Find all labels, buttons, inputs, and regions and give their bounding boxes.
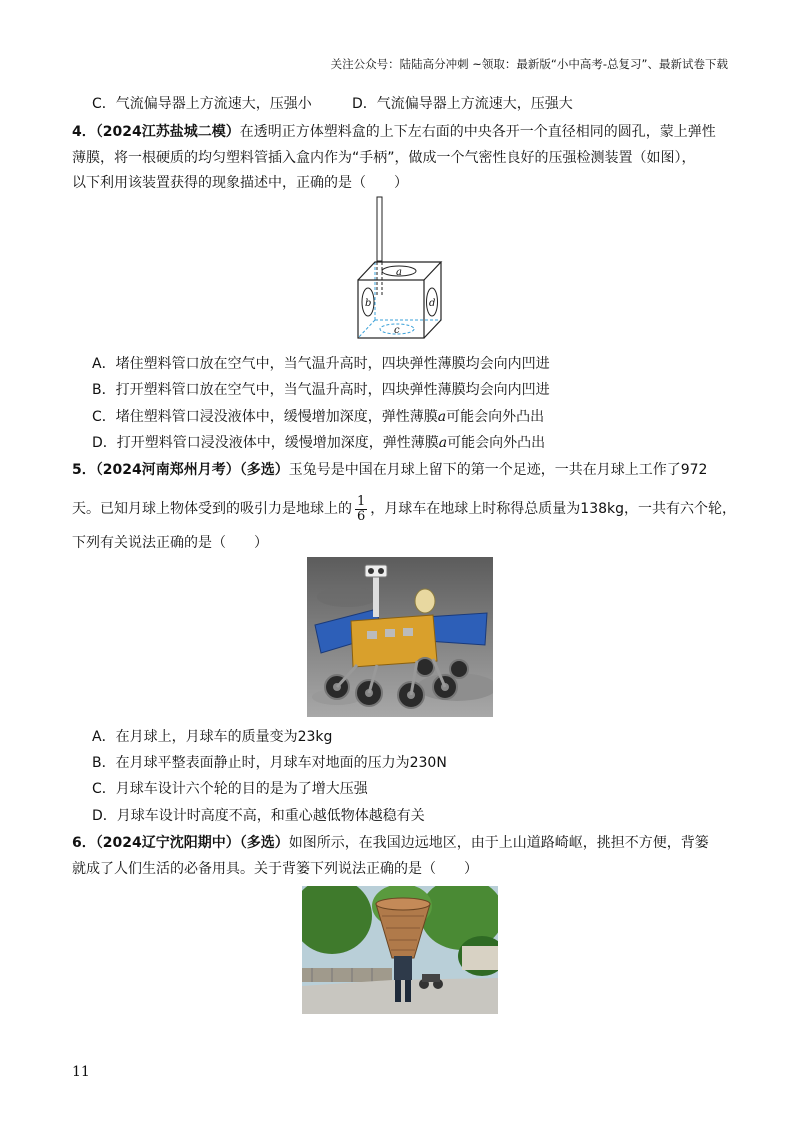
fraction-one-sixth: $\frac{1}{6}$: [357, 493, 366, 524]
q6-source: （2024辽宁沈阳期中）（多选）: [95, 835, 289, 851]
q5-stem-line2: 天。已知月球上物体受到的吸引力是地球上的 $\frac{1}{6}$ ，月球车在地球上时称得总质量为138kg，一共有六个轮，: [72, 493, 736, 524]
q5-stem-line3: 下列有关说法正确的是（ ）: [72, 535, 268, 551]
q4-stem-line3: 以下利用该装置获得的现象描述中，正确的是（ ）: [72, 175, 408, 191]
q4-stem-line1: [72, 122, 716, 142]
var-a: a: [438, 435, 448, 451]
q3-option-c: C．气流偏导器上方流速大，压强小: [92, 96, 312, 112]
q6-stem-line1: [72, 833, 709, 853]
q4-source: （2024江苏盐城二模）: [95, 124, 240, 140]
q4-option-c: C．堵住塑料管口浸没液体中，缓慢增加深度，弹性薄膜a可能会向外凸出: [92, 409, 545, 425]
q5-option-c: C．月球车设计六个轮的目的是为了增大压强: [92, 781, 368, 797]
q4-text-1: 在透明正方体塑料盒的上下左右面的中央各开一个直径相同的圆孔，蒙上弹性: [239, 124, 716, 140]
q4-stem-line2: 薄膜，将一根硬质的均匀塑料管插入盒内作为“手柄”，做成一个气密性良好的压强检测装置（如图），: [72, 150, 696, 166]
page-number: 11: [72, 1064, 90, 1080]
label-b: b: [365, 298, 372, 309]
q5-option-a: A．在月球上，月球车的质量变为23kg: [92, 729, 333, 745]
plastic-tube: [377, 197, 382, 261]
q6-number: 6．: [72, 835, 96, 851]
q4-option-a: A．堵住塑料管口放在空气中，当气温升高时，四块弹性薄膜均会向内凹进: [92, 356, 550, 372]
q3-option-d: D．气流偏导器上方流速大，压强大: [352, 96, 573, 112]
q4-option-b: B．打开塑料管口放在空气中，当气温升高时，四块弹性薄膜均会向内凹进: [92, 382, 550, 398]
lunar-rover-image: [307, 557, 493, 717]
label-c: c: [394, 325, 400, 336]
var-a: a: [437, 409, 447, 425]
label-d: d: [429, 298, 436, 309]
q5-source: （2024河南郑州月考）（多选）: [95, 462, 289, 478]
q5-option-d: D．月球车设计时高度不高，和重心越低物体越稳有关: [92, 808, 425, 824]
back-basket-image: [302, 886, 498, 1014]
q4-number: 4．: [72, 124, 96, 140]
q5-option-b: B．在月球平整表面静止时，月球车对地面的压力为230N: [92, 755, 447, 771]
q4-option-d: D．打开塑料管口浸没液体中，缓慢增加深度，弹性薄膜a可能会向外凸出: [92, 435, 546, 451]
q5-text-1: 玉兔号是中国在月球上留下的第一个足迹，一共在月球上工作了972: [288, 462, 708, 478]
q5-number: 5．: [72, 462, 96, 478]
q6-text-1: 如图所示，在我国边远地区，由于上山道路崎岖，挑担不方便，背篓: [288, 835, 709, 851]
page-header: 关注公众号：陆陆高分冲刺 ~领取：最新版“小中高考-总复习”、最新试卷下载: [330, 57, 728, 71]
label-a: a: [396, 267, 402, 278]
q5-stem-line1: [72, 460, 707, 480]
q6-stem-line2: 就成了人们生活的必备用具。关于背篓下列说法正确的是（ ）: [72, 861, 478, 877]
pressure-detector-figure: [340, 192, 460, 348]
